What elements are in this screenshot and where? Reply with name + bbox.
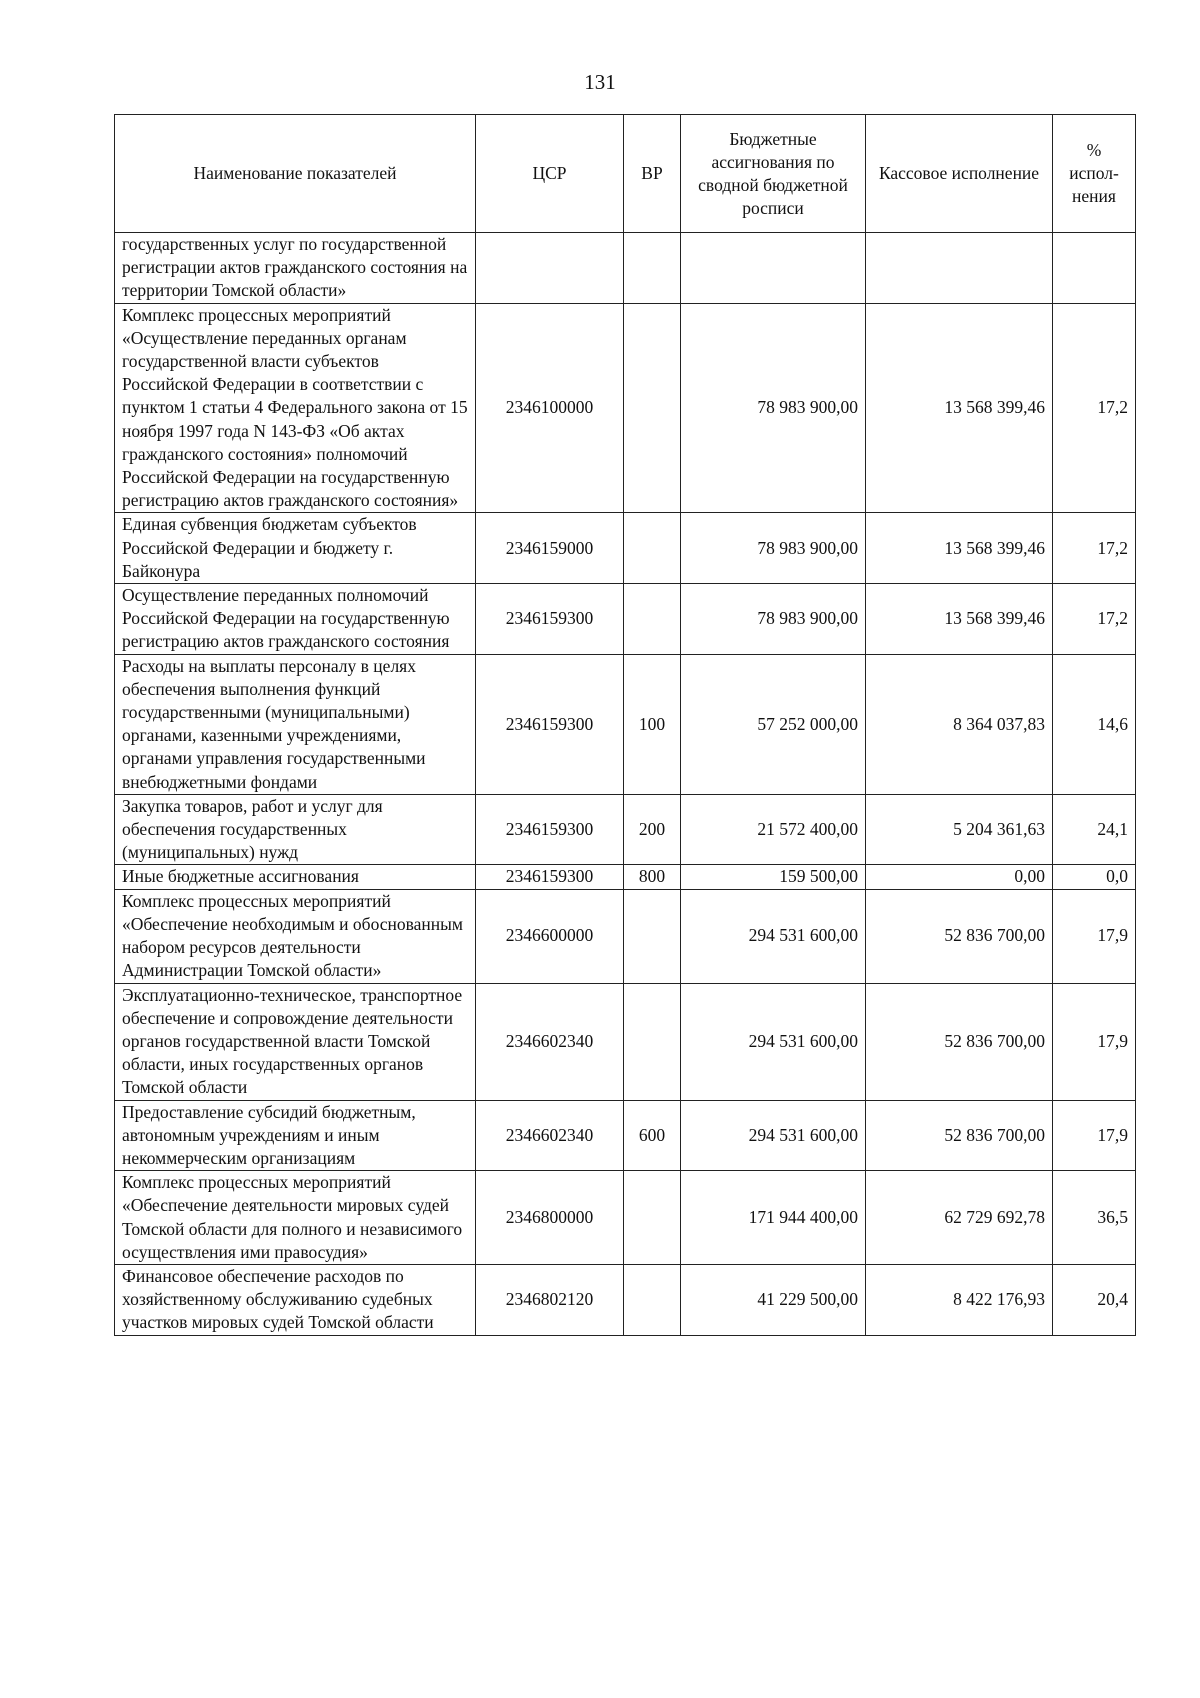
table-row — [115, 303, 1136, 513]
cell-cash: 13 568 399,46 — [866, 303, 1053, 513]
cell-budget: 78 983 900,00 — [681, 513, 866, 584]
page-number: 131 — [584, 70, 616, 94]
cell-vr — [624, 1171, 681, 1265]
cell-cash: 52 836 700,00 — [866, 1100, 1053, 1171]
cell-name: Закупка товаров, работ и услуг для обеспечения государственных (муниципальных) нужд — [115, 794, 476, 865]
table-row — [115, 233, 1136, 304]
cell-pct: 17,2 — [1053, 513, 1136, 584]
cell-csr: 2346159300 — [476, 584, 624, 655]
cell-vr: 800 — [624, 865, 681, 889]
cell-budget: 21 572 400,00 — [681, 794, 866, 865]
table-row — [115, 513, 1136, 584]
table-row — [115, 1171, 1136, 1265]
cell-pct: 0,0 — [1053, 865, 1136, 889]
cell-csr: 2346800000 — [476, 1171, 624, 1265]
cell-name: Комплекс процессных мероприятий «Обеспечение необходимым и обоснованным набором ресурсов деятельности Администрации Томской области» — [115, 889, 476, 983]
table-row — [115, 865, 1136, 889]
cell-csr — [476, 233, 624, 304]
table-row — [115, 654, 1136, 794]
cell-budget — [681, 233, 866, 304]
budget-execution-table — [114, 114, 1136, 1336]
header-csr: ЦСР — [476, 115, 624, 233]
cell-vr: 200 — [624, 794, 681, 865]
cell-pct: 17,9 — [1053, 983, 1136, 1100]
table-row — [115, 1264, 1136, 1335]
cell-pct: 17,9 — [1053, 889, 1136, 983]
cell-budget: 294 531 600,00 — [681, 889, 866, 983]
cell-name: Предоставление субсидий бюджетным, автономным учреждениям и иным некоммерческим организациям — [115, 1100, 476, 1171]
cell-cash: 0,00 — [866, 865, 1053, 889]
cell-pct: 36,5 — [1053, 1171, 1136, 1265]
cell-pct — [1053, 233, 1136, 304]
cell-csr: 2346159000 — [476, 513, 624, 584]
table-header-row — [115, 115, 1136, 233]
cell-cash: 62 729 692,78 — [866, 1171, 1053, 1265]
cell-cash: 52 836 700,00 — [866, 983, 1053, 1100]
cell-name: Комплекс процессных мероприятий «Осуществление переданных органам государственной власти субъектов Российской Федерации в соответствии с пунктом 1 статьи 4 Федерального закона от 15 ноября 1997 года N 143-ФЗ «Об актах гражданского состояния» полномочий Российской Федерации на государственную регистрацию актов гражданского состояния» — [115, 303, 476, 513]
cell-vr — [624, 303, 681, 513]
table-body — [115, 233, 1136, 1336]
cell-name: Эксплуатационно-техническое, транспортное обеспечение и сопровождение деятельности органов государственной власти Томской области, иных государственных органов Томской области — [115, 983, 476, 1100]
cell-cash: 8 364 037,83 — [866, 654, 1053, 794]
cell-cash: 5 204 361,63 — [866, 794, 1053, 865]
cell-cash: 13 568 399,46 — [866, 584, 1053, 655]
cell-budget: 41 229 500,00 — [681, 1264, 866, 1335]
cell-pct: 17,9 — [1053, 1100, 1136, 1171]
cell-csr: 2346159300 — [476, 654, 624, 794]
cell-budget: 294 531 600,00 — [681, 1100, 866, 1171]
cell-pct: 17,2 — [1053, 584, 1136, 655]
cell-csr: 2346602340 — [476, 1100, 624, 1171]
table-row — [115, 1100, 1136, 1171]
cell-pct: 24,1 — [1053, 794, 1136, 865]
cell-name: Расходы на выплаты персоналу в целях обеспечения выполнения функций государственными (муниципальными) органами, казенными учреждениями, органами управления государственными внебюджетными фондами — [115, 654, 476, 794]
header-vr: ВР — [624, 115, 681, 233]
cell-vr: 100 — [624, 654, 681, 794]
cell-pct: 14,6 — [1053, 654, 1136, 794]
cell-cash: 8 422 176,93 — [866, 1264, 1053, 1335]
cell-cash: 13 568 399,46 — [866, 513, 1053, 584]
header-cash: Кассовое исполнение — [866, 115, 1053, 233]
cell-csr: 2346802120 — [476, 1264, 624, 1335]
cell-vr — [624, 983, 681, 1100]
cell-budget: 57 252 000,00 — [681, 654, 866, 794]
cell-name: Комплекс процессных мероприятий «Обеспечение деятельности мировых судей Томской области для полного и независимого осуществления ими правосудия» — [115, 1171, 476, 1265]
cell-budget: 78 983 900,00 — [681, 584, 866, 655]
cell-budget: 294 531 600,00 — [681, 983, 866, 1100]
cell-name: государственных услуг по государственной регистрации актов гражданского состояния на территории Томской области» — [115, 233, 476, 304]
cell-vr — [624, 1264, 681, 1335]
cell-csr: 2346100000 — [476, 303, 624, 513]
cell-pct: 20,4 — [1053, 1264, 1136, 1335]
cell-vr — [624, 233, 681, 304]
cell-csr: 2346159300 — [476, 865, 624, 889]
cell-name: Осуществление переданных полномочий Российской Федерации на государственную регистрацию актов гражданского состояния — [115, 584, 476, 655]
cell-vr: 600 — [624, 1100, 681, 1171]
cell-vr — [624, 513, 681, 584]
cell-cash — [866, 233, 1053, 304]
cell-name: Иные бюджетные ассигнования — [115, 865, 476, 889]
cell-vr — [624, 584, 681, 655]
cell-csr: 2346602340 — [476, 983, 624, 1100]
cell-budget: 78 983 900,00 — [681, 303, 866, 513]
cell-vr — [624, 889, 681, 983]
header-budget: Бюджетные ассигнования по сводной бюджетной росписи — [681, 115, 866, 233]
cell-name: Единая субвенция бюджетам субъектов Российской Федерации и бюджету г. Байконура — [115, 513, 476, 584]
cell-budget: 171 944 400,00 — [681, 1171, 866, 1265]
cell-pct: 17,2 — [1053, 303, 1136, 513]
cell-name: Финансовое обеспечение расходов по хозяйственному обслуживанию судебных участков мировых судей Томской области — [115, 1264, 476, 1335]
table-row — [115, 889, 1136, 983]
table-row — [115, 794, 1136, 865]
table-row — [115, 584, 1136, 655]
header-name: Наименование показателей — [115, 115, 476, 233]
cell-csr: 2346159300 — [476, 794, 624, 865]
cell-csr: 2346600000 — [476, 889, 624, 983]
cell-budget: 159 500,00 — [681, 865, 866, 889]
cell-cash: 52 836 700,00 — [866, 889, 1053, 983]
header-pct: % испол-нения — [1053, 115, 1136, 233]
table-row — [115, 983, 1136, 1100]
